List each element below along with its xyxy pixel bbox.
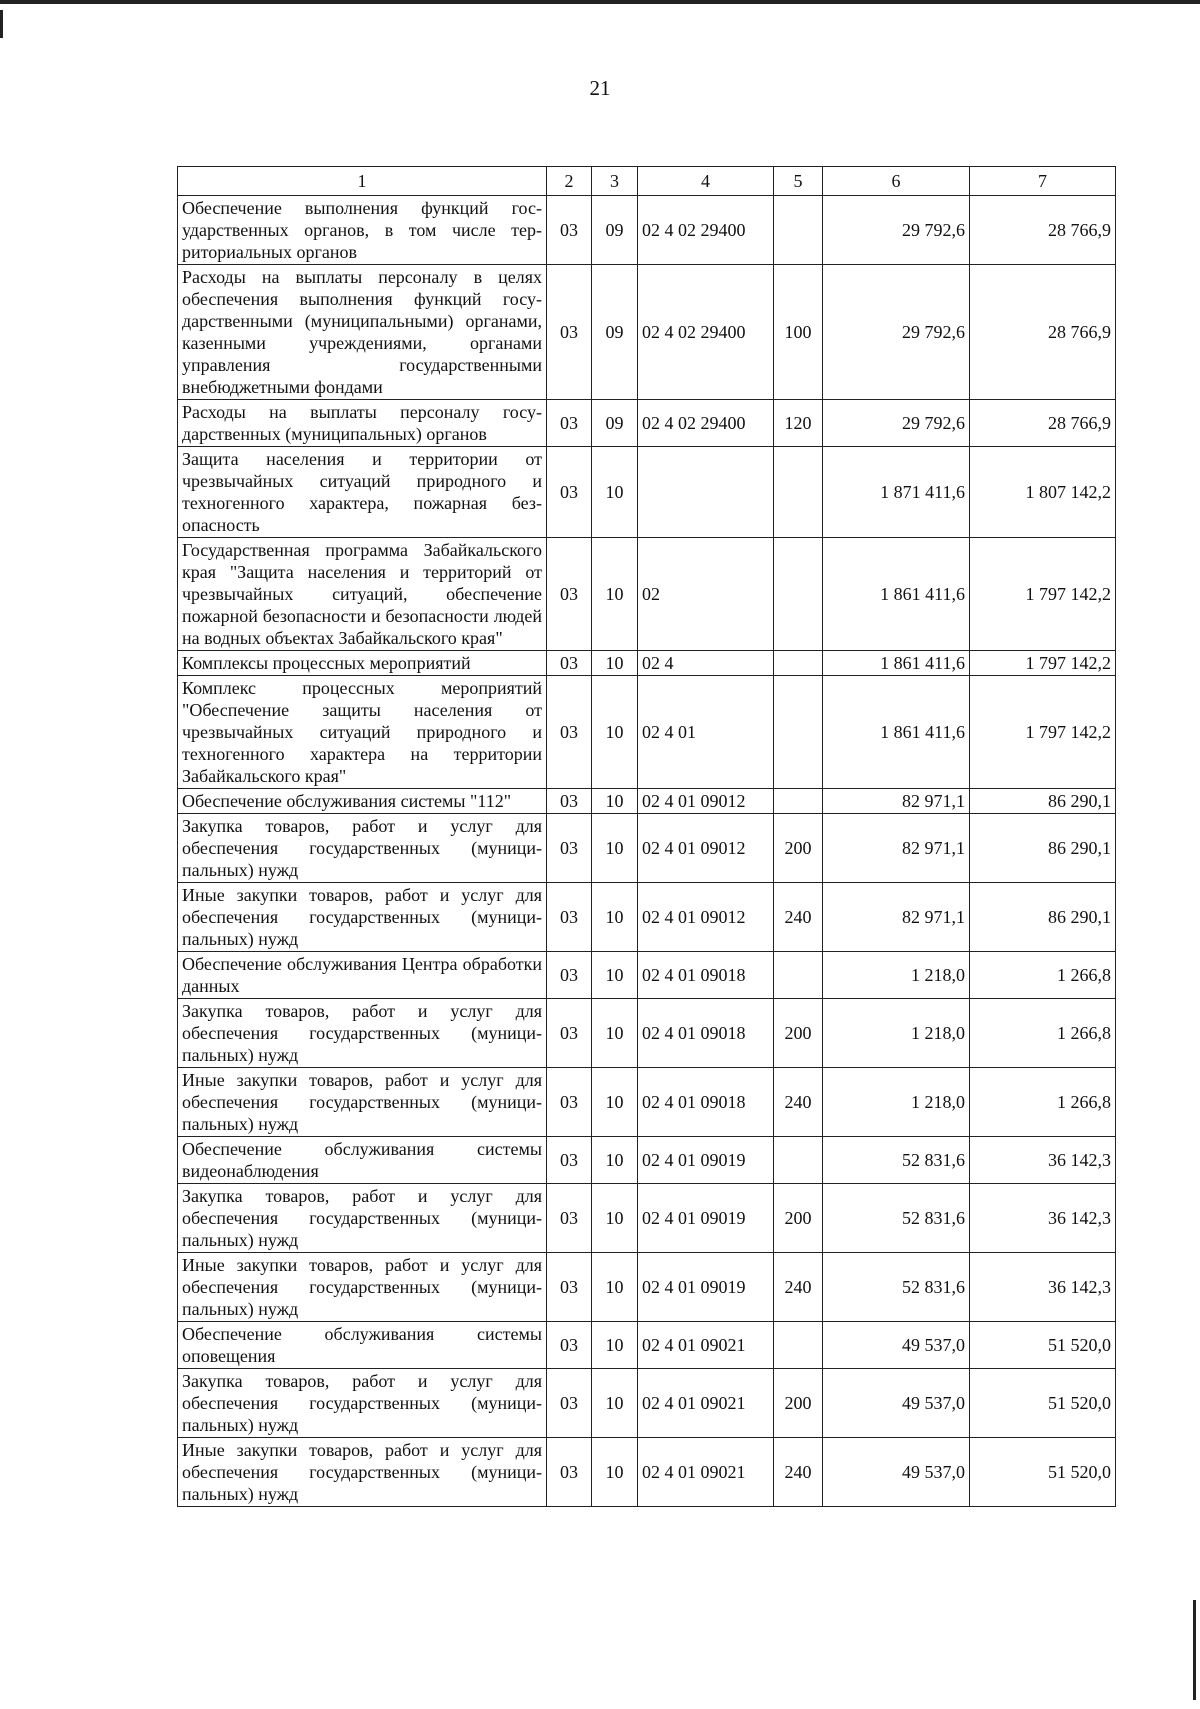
amount-year2-cell: 1 807 142,2 xyxy=(970,447,1116,538)
table-row xyxy=(178,1184,1116,1253)
expense-type-cell: 200 xyxy=(774,999,823,1068)
section-code-cell: 03 xyxy=(547,952,592,999)
amount-year1-cell: 82 971,1 xyxy=(823,883,970,952)
amount-year1-cell: 1 871 411,6 xyxy=(823,447,970,538)
expense-type-cell xyxy=(774,1137,823,1184)
amount-year1-cell: 49 537,0 xyxy=(823,1322,970,1369)
row-name-cell: Иные закупки товаров, работ и услуг для обеспечения государственных (муниципальных) нужд xyxy=(178,1253,547,1322)
amount-year2-cell: 86 290,1 xyxy=(970,883,1116,952)
row-name-cell: Обеспечение обслуживания системы видеонаблюдения xyxy=(178,1137,547,1184)
table-row xyxy=(178,1369,1116,1438)
subsection-code-cell: 10 xyxy=(592,1322,638,1369)
section-code-cell: 03 xyxy=(547,1068,592,1137)
subsection-code-cell: 10 xyxy=(592,999,638,1068)
target-article-cell xyxy=(638,447,774,538)
row-name-cell: Обеспечение обслуживания Центра обработки данных xyxy=(178,952,547,999)
subsection-code-cell: 09 xyxy=(592,265,638,400)
budget-table xyxy=(177,166,1116,1507)
amount-year2-cell: 1 797 142,2 xyxy=(970,676,1116,789)
amount-year2-cell: 1 266,8 xyxy=(970,999,1116,1068)
expense-type-cell xyxy=(774,651,823,676)
target-article-cell: 02 4 01 09021 xyxy=(638,1369,774,1438)
row-name-cell: Обеспечение обслуживания системы "112" xyxy=(178,789,547,814)
target-article-cell: 02 4 01 09021 xyxy=(638,1322,774,1369)
amount-year2-cell: 51 520,0 xyxy=(970,1438,1116,1507)
section-code-cell: 03 xyxy=(547,1137,592,1184)
table-row xyxy=(178,1322,1116,1369)
expense-type-cell: 240 xyxy=(774,1438,823,1507)
subsection-code-cell: 10 xyxy=(592,814,638,883)
amount-year1-cell: 1 218,0 xyxy=(823,999,970,1068)
amount-year2-cell: 1 266,8 xyxy=(970,1068,1116,1137)
subsection-code-cell: 10 xyxy=(592,538,638,651)
subsection-code-cell: 09 xyxy=(592,400,638,447)
target-article-cell: 02 4 02 29400 xyxy=(638,196,774,265)
row-name-cell: Иные закупки товаров, работ и услуг для обеспечения государственных (муниципальных) нужд xyxy=(178,883,547,952)
section-code-cell: 03 xyxy=(547,1184,592,1253)
section-code-cell: 03 xyxy=(547,1438,592,1507)
target-article-cell: 02 4 01 09012 xyxy=(638,883,774,952)
subsection-code-cell: 10 xyxy=(592,1253,638,1322)
table-row xyxy=(178,1438,1116,1507)
amount-year2-cell: 86 290,1 xyxy=(970,814,1116,883)
section-code-cell: 03 xyxy=(547,196,592,265)
amount-year1-cell: 82 971,1 xyxy=(823,789,970,814)
amount-year1-cell: 29 792,6 xyxy=(823,196,970,265)
amount-year2-cell: 1 797 142,2 xyxy=(970,538,1116,651)
table-row xyxy=(178,447,1116,538)
expense-type-cell: 100 xyxy=(774,265,823,400)
table-row xyxy=(178,1068,1116,1137)
scan-edge-mark xyxy=(0,10,3,38)
table-row xyxy=(178,196,1116,265)
target-article-cell: 02 4 01 09019 xyxy=(638,1253,774,1322)
table-row xyxy=(178,952,1116,999)
target-article-cell: 02 4 02 29400 xyxy=(638,400,774,447)
expense-type-cell xyxy=(774,196,823,265)
amount-year2-cell: 36 142,3 xyxy=(970,1137,1116,1184)
subsection-code-cell: 10 xyxy=(592,676,638,789)
table-row xyxy=(178,1253,1116,1322)
target-article-cell: 02 xyxy=(638,538,774,651)
subsection-code-cell: 10 xyxy=(592,1184,638,1253)
amount-year2-cell: 28 766,9 xyxy=(970,400,1116,447)
column-header: 7 xyxy=(970,167,1116,196)
expense-type-cell xyxy=(774,447,823,538)
table-row xyxy=(178,265,1116,400)
amount-year1-cell: 52 831,6 xyxy=(823,1253,970,1322)
subsection-code-cell: 10 xyxy=(592,447,638,538)
section-code-cell: 03 xyxy=(547,789,592,814)
amount-year1-cell: 52 831,6 xyxy=(823,1184,970,1253)
target-article-cell: 02 4 01 09019 xyxy=(638,1137,774,1184)
expense-type-cell xyxy=(774,1322,823,1369)
amount-year1-cell: 49 537,0 xyxy=(823,1438,970,1507)
amount-year2-cell: 1 797 142,2 xyxy=(970,651,1116,676)
row-name-cell: Закупка товаров, работ и услуг для обеспечения государственных (муниципальных) нужд xyxy=(178,999,547,1068)
row-name-cell: Расходы на выплаты персоналу в целях обеспечения выполнения функций государственными (муниципальными) органами, казенными учреждениями, органами управления государственными внебюджетными фондами xyxy=(178,265,547,400)
table-row xyxy=(178,538,1116,651)
expense-type-cell: 240 xyxy=(774,883,823,952)
target-article-cell: 02 4 01 09012 xyxy=(638,814,774,883)
row-name-cell: Иные закупки товаров, работ и услуг для обеспечения государственных (муниципальных) нужд xyxy=(178,1068,547,1137)
table-row xyxy=(178,400,1116,447)
section-code-cell: 03 xyxy=(547,265,592,400)
section-code-cell: 03 xyxy=(547,651,592,676)
section-code-cell: 03 xyxy=(547,883,592,952)
scan-edge-mark xyxy=(1193,1600,1196,1700)
column-header: 6 xyxy=(823,167,970,196)
section-code-cell: 03 xyxy=(547,1253,592,1322)
expense-type-cell xyxy=(774,789,823,814)
amount-year1-cell: 52 831,6 xyxy=(823,1137,970,1184)
column-header: 1 xyxy=(178,167,547,196)
subsection-code-cell: 09 xyxy=(592,196,638,265)
section-code-cell: 03 xyxy=(547,447,592,538)
expense-type-cell: 240 xyxy=(774,1068,823,1137)
row-name-cell: Обеспечение выполнения функций государственных органов, в том числе территориальных органов xyxy=(178,196,547,265)
column-header: 2 xyxy=(547,167,592,196)
amount-year1-cell: 29 792,6 xyxy=(823,265,970,400)
target-article-cell: 02 4 01 09021 xyxy=(638,1438,774,1507)
table-row xyxy=(178,814,1116,883)
target-article-cell: 02 4 02 29400 xyxy=(638,265,774,400)
expense-type-cell: 200 xyxy=(774,1369,823,1438)
amount-year1-cell: 1 218,0 xyxy=(823,952,970,999)
amount-year2-cell: 28 766,9 xyxy=(970,196,1116,265)
section-code-cell: 03 xyxy=(547,1369,592,1438)
page-number: 21 xyxy=(589,76,611,100)
subsection-code-cell: 10 xyxy=(592,883,638,952)
amount-year2-cell: 51 520,0 xyxy=(970,1322,1116,1369)
target-article-cell: 02 4 01 09018 xyxy=(638,1068,774,1137)
subsection-code-cell: 10 xyxy=(592,651,638,676)
table-row xyxy=(178,789,1116,814)
amount-year2-cell: 51 520,0 xyxy=(970,1369,1116,1438)
target-article-cell: 02 4 01 09018 xyxy=(638,999,774,1068)
section-code-cell: 03 xyxy=(547,814,592,883)
expense-type-cell: 200 xyxy=(774,814,823,883)
amount-year1-cell: 1 861 411,6 xyxy=(823,651,970,676)
amount-year2-cell: 1 266,8 xyxy=(970,952,1116,999)
column-header: 4 xyxy=(638,167,774,196)
expense-type-cell: 240 xyxy=(774,1253,823,1322)
section-code-cell: 03 xyxy=(547,538,592,651)
section-code-cell: 03 xyxy=(547,676,592,789)
row-name-cell: Комплекс процессных мероприятий "Обеспечение защиты населения от чрезвычайных ситуаций природного и техногенного характера на территории Забайкальского края" xyxy=(178,676,547,789)
amount-year1-cell: 49 537,0 xyxy=(823,1369,970,1438)
subsection-code-cell: 10 xyxy=(592,1369,638,1438)
row-name-cell: Защита населения и территории от чрезвычайных ситуаций природного и техногенного характера, пожарная безопасность xyxy=(178,447,547,538)
column-header: 3 xyxy=(592,167,638,196)
amount-year2-cell: 86 290,1 xyxy=(970,789,1116,814)
amount-year1-cell: 1 861 411,6 xyxy=(823,538,970,651)
section-code-cell: 03 xyxy=(547,400,592,447)
expense-type-cell xyxy=(774,676,823,789)
table-row xyxy=(178,883,1116,952)
expense-type-cell: 200 xyxy=(774,1184,823,1253)
expense-type-cell xyxy=(774,952,823,999)
amount-year1-cell: 82 971,1 xyxy=(823,814,970,883)
row-name-cell: Государственная программа Забайкальского края "Защита населения и территорий от чрезвычайных ситуаций, обеспечение пожарной безопасности и безопасности людей на водных объектах Забайкальского края" xyxy=(178,538,547,651)
subsection-code-cell: 10 xyxy=(592,1438,638,1507)
subsection-code-cell: 10 xyxy=(592,1137,638,1184)
amount-year1-cell: 29 792,6 xyxy=(823,400,970,447)
row-name-cell: Закупка товаров, работ и услуг для обеспечения государственных (муниципальных) нужд xyxy=(178,1369,547,1438)
column-header: 5 xyxy=(774,167,823,196)
section-code-cell: 03 xyxy=(547,999,592,1068)
row-name-cell: Комплексы процессных мероприятий xyxy=(178,651,547,676)
section-code-cell: 03 xyxy=(547,1322,592,1369)
amount-year1-cell: 1 861 411,6 xyxy=(823,676,970,789)
table-header-row xyxy=(178,167,1116,196)
amount-year2-cell: 28 766,9 xyxy=(970,265,1116,400)
subsection-code-cell: 10 xyxy=(592,1068,638,1137)
subsection-code-cell: 10 xyxy=(592,952,638,999)
amount-year1-cell: 1 218,0 xyxy=(823,1068,970,1137)
expense-type-cell xyxy=(774,538,823,651)
table-row xyxy=(178,676,1116,789)
subsection-code-cell: 10 xyxy=(592,789,638,814)
target-article-cell: 02 4 01 09018 xyxy=(638,952,774,999)
table-row xyxy=(178,651,1116,676)
row-name-cell: Закупка товаров, работ и услуг для обеспечения государственных (муниципальных) нужд xyxy=(178,814,547,883)
target-article-cell: 02 4 xyxy=(638,651,774,676)
target-article-cell: 02 4 01 xyxy=(638,676,774,789)
table-row xyxy=(178,1137,1116,1184)
row-name-cell: Обеспечение обслуживания системы оповещения xyxy=(178,1322,547,1369)
amount-year2-cell: 36 142,3 xyxy=(970,1184,1116,1253)
row-name-cell: Закупка товаров, работ и услуг для обеспечения государственных (муниципальных) нужд xyxy=(178,1184,547,1253)
row-name-cell: Иные закупки товаров, работ и услуг для обеспечения государственных (муниципальных) нужд xyxy=(178,1438,547,1507)
target-article-cell: 02 4 01 09012 xyxy=(638,789,774,814)
table-row xyxy=(178,999,1116,1068)
target-article-cell: 02 4 01 09019 xyxy=(638,1184,774,1253)
expense-type-cell: 120 xyxy=(774,400,823,447)
top-border-line xyxy=(0,0,1200,4)
amount-year2-cell: 36 142,3 xyxy=(970,1253,1116,1322)
row-name-cell: Расходы на выплаты персоналу государственных (муниципальных) органов xyxy=(178,400,547,447)
